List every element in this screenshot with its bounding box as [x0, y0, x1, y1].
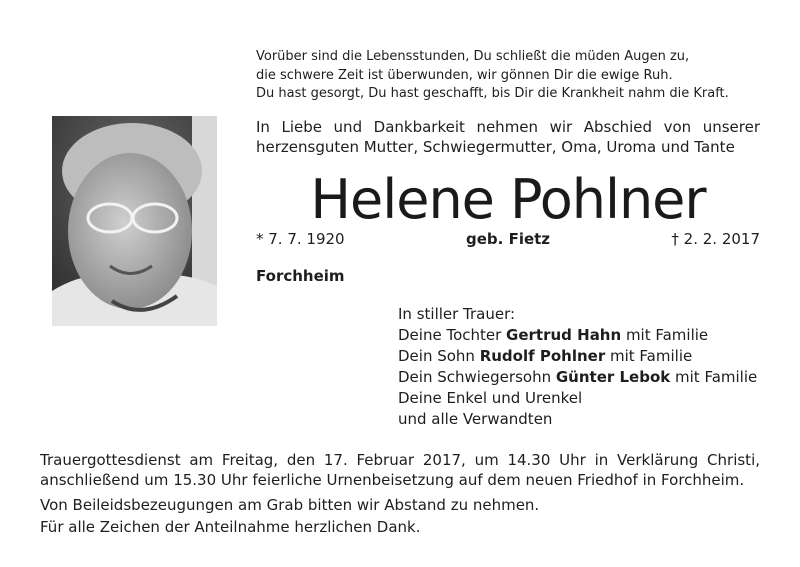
mourner-row: Deine Enkel und Urenkel	[398, 389, 583, 407]
farewell-intro	[256, 117, 760, 157]
poem-line: Vorüber sind die Lebensstunden, Du schließt die müden Augen zu,	[256, 49, 690, 64]
mourner-row	[398, 367, 757, 388]
service-line: Trauergottesdienst am Freitag, den 17. Februar 2017, um 14.30 Uhr in Verklärung Christi,	[40, 451, 760, 469]
hometown: Forchheim	[256, 267, 345, 285]
birth-name: geb. Fietz	[466, 230, 551, 248]
birth-date: * 7. 7. 1920	[256, 230, 345, 248]
mourner-row	[398, 346, 757, 367]
service-line: anschließend um 15.30 Uhr feierliche Urnenbeisetzung auf dem neuen Friedhof in Forchheim.	[40, 471, 745, 489]
portrait-image	[52, 116, 217, 326]
mourner-name: Günter Lebok	[555, 368, 671, 386]
life-dates	[256, 230, 760, 250]
mourner-row: und alle Verwandten	[398, 410, 553, 428]
service-info	[40, 450, 760, 490]
mourners-list	[398, 304, 757, 430]
relation-label: Dein Sohn	[398, 347, 480, 365]
condolence-note: Von Beileidsbezeugungen am Grab bitten wir Abstand zu nehmen.	[40, 496, 540, 514]
death-date: † 2. 2. 2017	[671, 230, 760, 248]
family-suffix: mit Familie	[605, 347, 693, 365]
closing-notes	[40, 494, 539, 538]
intro-line: In Liebe und Dankbarkeit nehmen wir Abschied von unserer	[256, 118, 760, 136]
mourner-name: Gertrud Hahn	[506, 326, 622, 344]
relation-label: Dein Schwiegersohn	[398, 368, 556, 386]
family-suffix: mit Familie	[621, 326, 709, 344]
poem-line: Du hast gesorgt, Du hast geschafft, bis Dir die Krankheit nahm die Kraft.	[256, 86, 729, 101]
family-suffix: mit Familie	[670, 368, 758, 386]
mourners-heading: In stiller Trauer:	[398, 305, 516, 323]
mourner-row	[398, 325, 757, 346]
deceased-name: Helene Pohlner	[310, 168, 706, 231]
portrait-photo	[52, 116, 217, 326]
thanks-note: Für alle Zeichen der Anteilnahme herzlichen Dank.	[40, 518, 421, 536]
relation-label: Deine Tochter	[398, 326, 507, 344]
mourner-name: Rudolf Pohlner	[479, 347, 606, 365]
memorial-poem	[256, 48, 729, 104]
intro-line: herzensguten Mutter, Schwiegermutter, Oma, Uroma und Tante	[256, 138, 735, 156]
poem-line: die schwere Zeit ist überwunden, wir gönnen Dir die ewige Ruh.	[256, 67, 673, 83]
